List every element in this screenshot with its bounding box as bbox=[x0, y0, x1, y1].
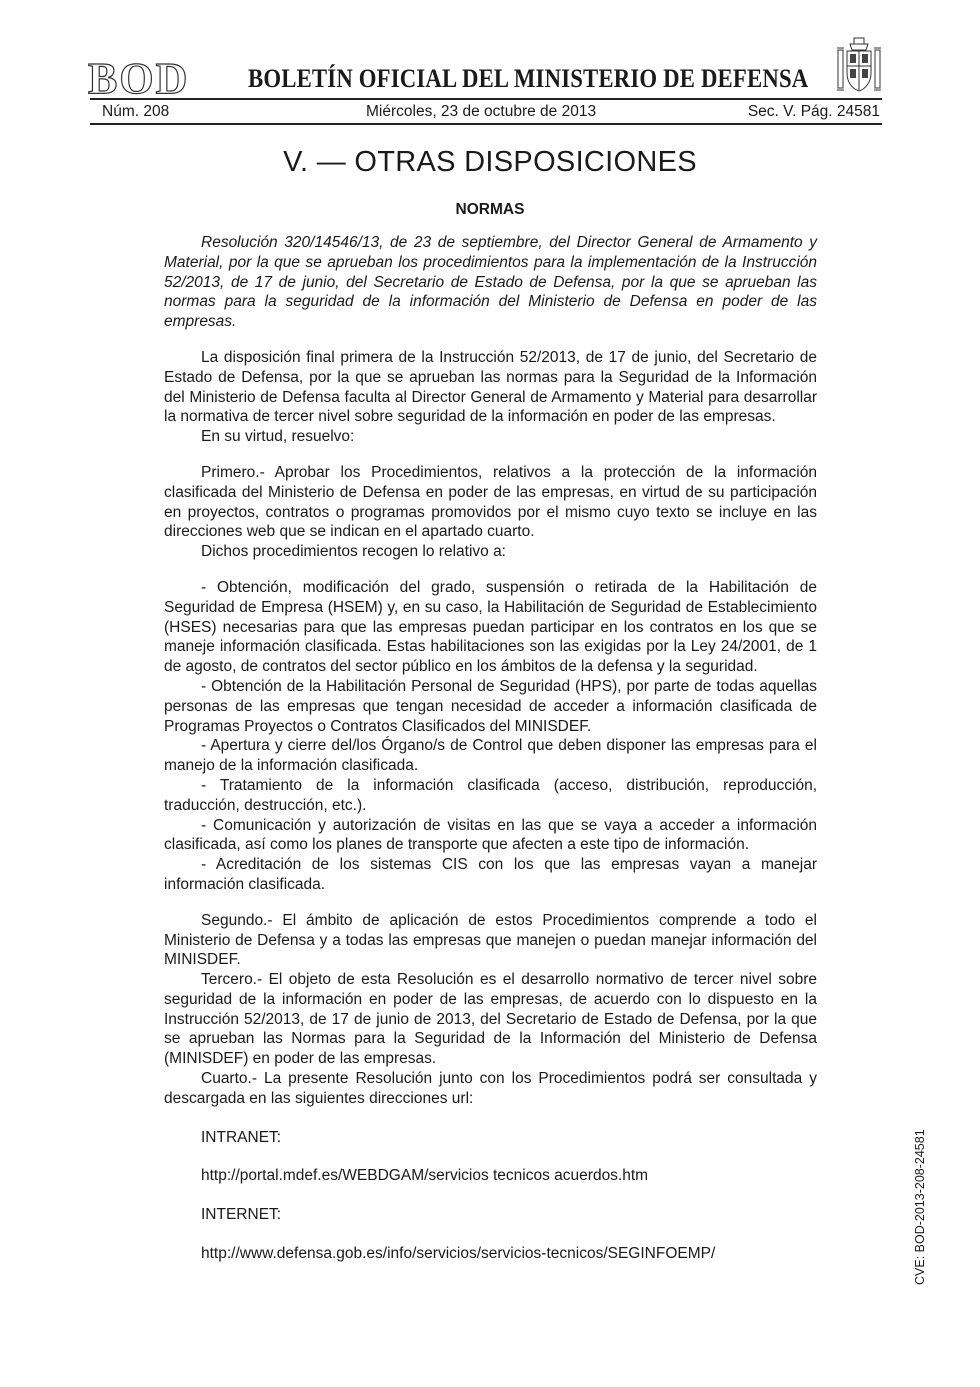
intranet-label: INTRANET: bbox=[201, 1128, 282, 1146]
paragraph-tercero: Tercero.- El objeto de esta Resolución es el desarrollo normativo de tercer nivel sobre seguridad de la información en poder de las empresas, de acuerdo con lo dispuesto en la Instrucción 52/2013, de 17 de junio de 2013, del Secretario de Estado de Defensa, por la que se aprueban las Normas para la Seguridad de la Información del Ministerio de Defensa (MINISDEF) en poder de las empresas. bbox=[164, 971, 817, 1068]
paragraph-primero: Primero.- Aprobar los Procedimientos, relativos a la protección de la información clasificada del Ministerio de Defensa en poder de las empresas, en virtud de su participación en proyectos, contratos o programas promovidos por el mismo cuyo texto se incluye en las direcciones web que se indican en el apartado cuarto. bbox=[164, 463, 817, 541]
normas-heading: NORMAS bbox=[455, 201, 525, 218]
resolution-summary: Resolución 320/14546/13, de 23 de septiembre, del Director General de Armamento y Material, por la que se aprueban los procedimientos para la implementación de la Instrucción 52/2013, de 17 de junio, del Secretario de Estado de Defensa, por la que se aprueban las normas para la seguridad de la información del Ministerio de Defensa en poder de las empresas. bbox=[164, 234, 817, 331]
list-item: - Obtención, modificación del grado, suspensión o retirada de la Habilitación de Seguridad de Empresa (HSEM) y, en su caso, la Habilitación de Seguridad de Establecimiento (HSES) necesarias para que las empresas puedan participar en los contratos en los que se maneje información clasificada. Estas habilitaciones son las exigidas por la Ley 24/2001, de 1 de agosto, de contratos del sector público en los ámbitos de la defensa y la seguridad. bbox=[164, 578, 817, 676]
list-item: - Tratamiento de la información clasificada (acceso, distribución, reproducción, traducción, destrucción, etc.). bbox=[164, 776, 817, 814]
section-title: V. — OTRAS DISPOSICIONES bbox=[283, 146, 697, 178]
list-item: - Apertura y cierre del/los Órgano/s de Control que deben disponer las empresas para el manejo de la información clasificada. bbox=[164, 737, 817, 775]
list-item: - Acreditación de los sistemas CIS con los que las empresas vayan a manejar información clasificada. bbox=[164, 856, 817, 893]
list-item: - Obtención de la Habilitación Personal de Seguridad (HPS), por parte de todas aquellas personas de las empresas que tengan necesidad de acceder a información clasificada de Programas Proyectos o Contratos Clasificados del MINISDEF. bbox=[164, 677, 817, 735]
intranet-url[interactable]: http://portal.mdef.es/WEBDGAM/servicios tecnicos acuerdos.htm bbox=[201, 1167, 649, 1185]
paragraph-segundo: Segundo.- El ámbito de aplicación de estos Procedimientos comprende a todo el Ministerio de Defensa y a todas las empresas que manejen o puedan manejar información del MINISDEF. bbox=[164, 911, 817, 969]
issue-number: Núm. 208 bbox=[102, 103, 170, 120]
publication-title: BOLETÍN OFICIAL DEL MINISTERIO DE DEFENSA bbox=[248, 63, 809, 93]
paragraph-intro: La disposición final primera de la Instrucción 52/2013, de 17 de junio, del Secretario de Estado de Defensa, por la que se aprueban las normas para la Seguridad de la Información del Ministerio de Defensa faculta al Director General de Armamento y Material para desarrollar la normativa de tercer nivel sobre seguridad de la información en poder de las empresas. bbox=[164, 348, 817, 426]
paragraph-procedimientos: Dichos procedimientos recogen lo relativo a: bbox=[201, 543, 506, 561]
bod-logo bbox=[88, 57, 238, 97]
header-rule-bottom bbox=[90, 123, 882, 125]
coat-of-arms-icon bbox=[836, 34, 882, 96]
bod-logo-text: BOD bbox=[88, 57, 190, 97]
list-item: - Comunicación y autorización de visitas en las que se vaya a acceder a información clasificada, así como los planes de transporte que afecten a este tipo de información. bbox=[164, 816, 817, 854]
internet-url[interactable]: http://www.defensa.gob.es/info/servicios/servicios-tecnicos/SEGINFOEMP/ bbox=[201, 1245, 716, 1263]
paragraph-resolvo: En su virtud, resuelvo: bbox=[201, 428, 355, 446]
paragraph-cuarto: Cuarto.- La presente Resolución junto con los Procedimientos podrá ser consultada y descargada en las siguientes direcciones url: bbox=[164, 1070, 817, 1107]
document-body bbox=[164, 233, 817, 1264]
internet-label: INTERNET: bbox=[201, 1206, 282, 1224]
cve-code: CVE: BOD-2013-208-24581 bbox=[913, 1129, 927, 1285]
section-page: Sec. V. Pág. 24581 bbox=[747, 103, 880, 120]
header-rule-top bbox=[90, 98, 882, 100]
issue-date: Miércoles, 23 de octubre de 2013 bbox=[366, 103, 597, 120]
